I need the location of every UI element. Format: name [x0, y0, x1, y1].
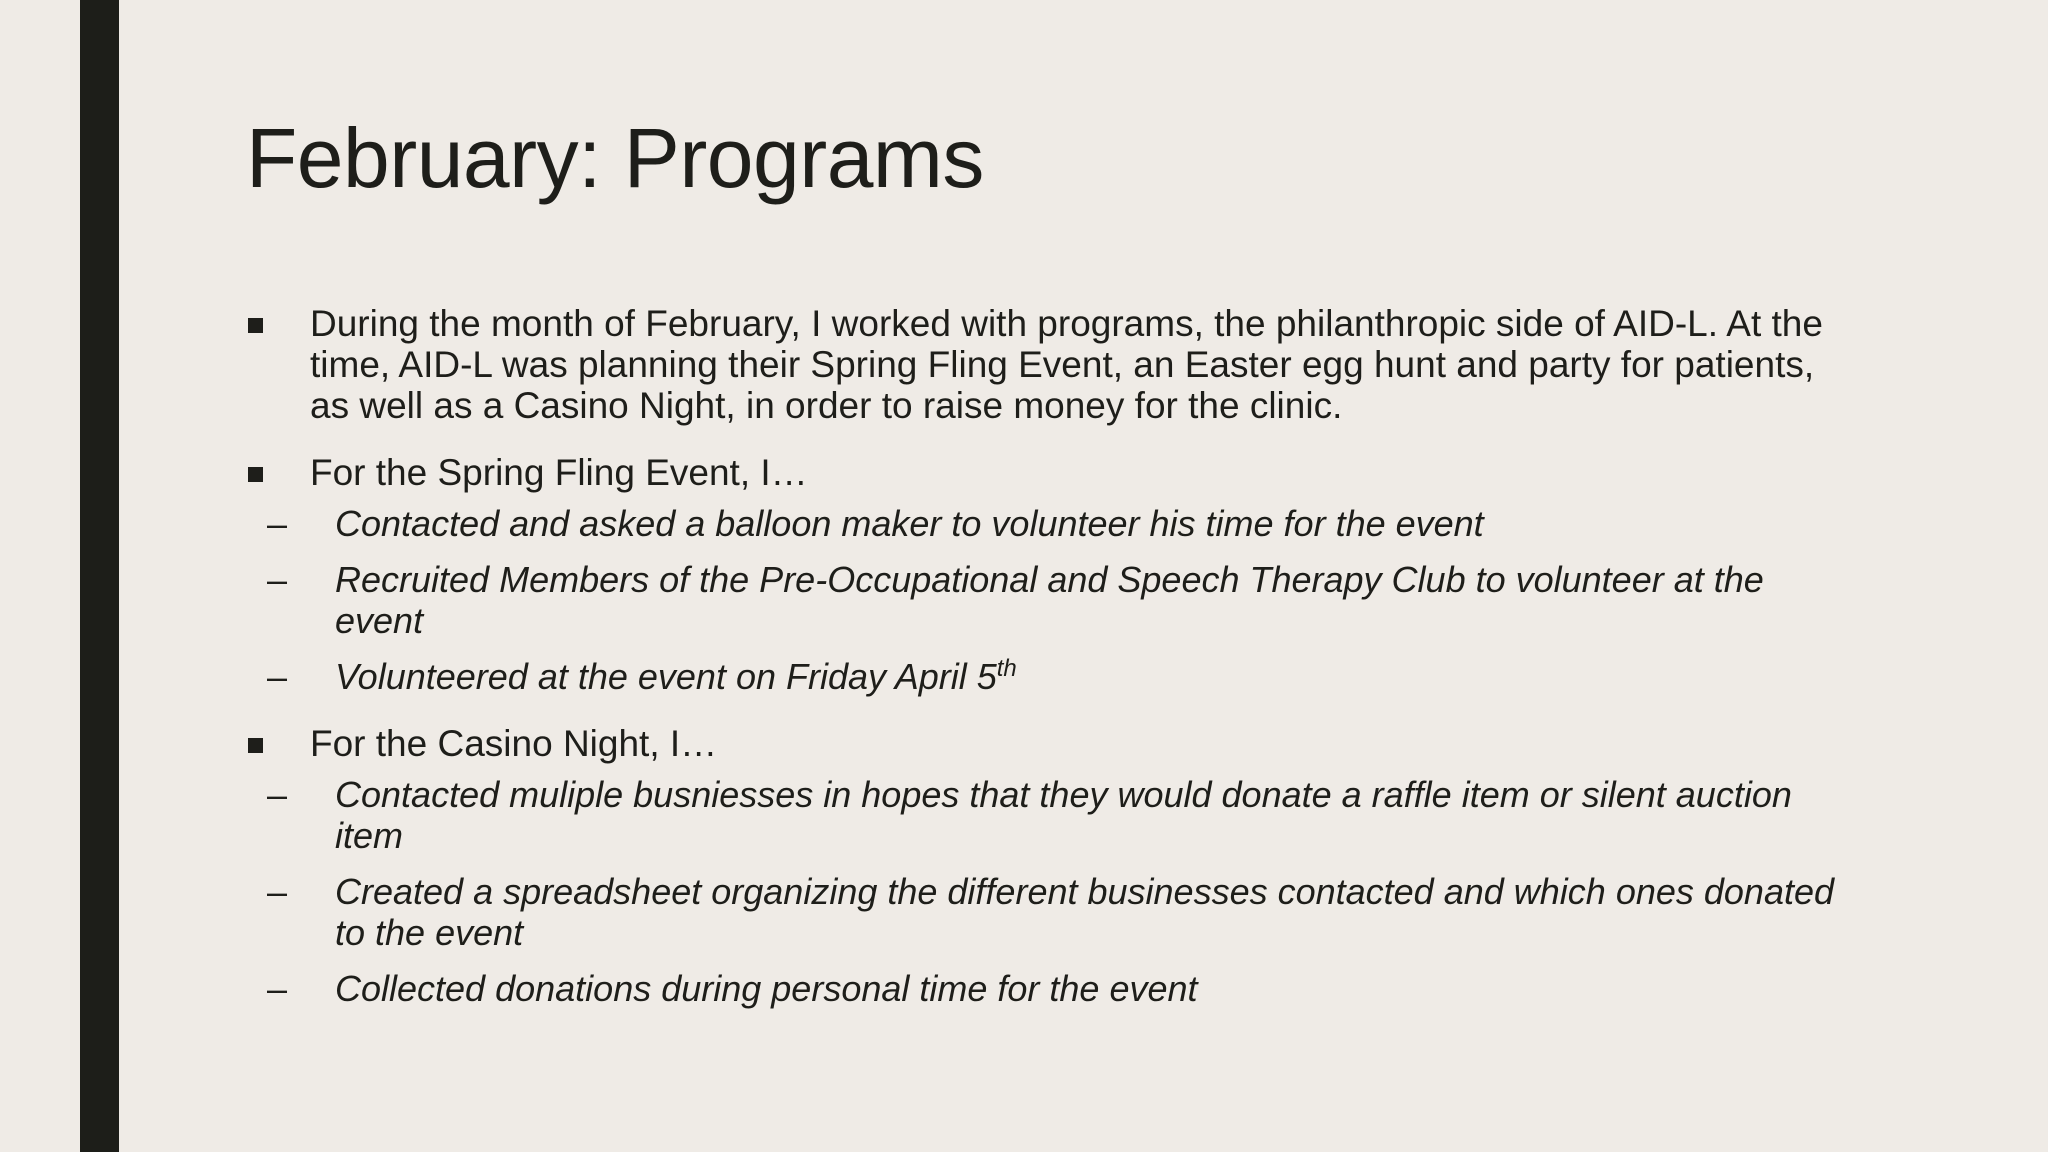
sub-bullet-text: Recruited Members of the Pre-Occupational and Speech Therapy Club to volunteer at the event — [335, 559, 1764, 641]
sub-bullet-text: Collected donations during personal time for the event — [335, 968, 1198, 1009]
bullet-item — [246, 452, 1846, 697]
square-bullet-icon — [248, 738, 263, 753]
sub-bullet-item — [246, 559, 1846, 641]
dash-bullet-icon: – — [267, 968, 288, 1009]
sub-bullet-item — [246, 871, 1846, 953]
bullet-item — [246, 723, 1846, 1009]
bullet-text: For the Casino Night, I… — [310, 723, 718, 764]
slide-title: February: Programs — [246, 111, 984, 205]
sub-bullet-item — [246, 656, 1846, 697]
dash-bullet-icon: – — [267, 871, 288, 912]
sub-bullet-item — [246, 503, 1846, 544]
sub-bullet-text: Volunteered at the event on Friday April 5 — [335, 656, 997, 697]
sub-bullet-item — [246, 968, 1846, 1009]
dash-bullet-icon: – — [267, 774, 288, 815]
dash-bullet-icon: – — [267, 656, 288, 697]
bullet-text: During the month of February, I worked with programs, the philanthropic side of AID-L. At the time, AID-L was planning their Spring Fling Event, an Easter egg hunt and party for patients, as well as a Casino Night, in order to raise money for the clinic. — [310, 303, 1823, 426]
square-bullet-icon — [248, 318, 263, 333]
bullet-text: For the Spring Fling Event, I… — [310, 452, 808, 493]
dash-bullet-icon: – — [267, 559, 288, 600]
ordinal-suffix: th — [996, 655, 1017, 682]
left-accent-bar — [80, 0, 119, 1152]
sub-bullet-item — [246, 774, 1846, 856]
dash-bullet-icon: – — [267, 503, 288, 544]
sub-bullet-list — [267, 503, 1846, 697]
slide-body — [246, 303, 1846, 1035]
square-bullet-icon — [248, 467, 263, 482]
sub-bullet-text: Created a spreadsheet organizing the different businesses contacted and which ones donated to the event — [335, 871, 1835, 953]
bullet-item — [246, 303, 1846, 426]
sub-bullet-text: Contacted and asked a balloon maker to volunteer his time for the event — [335, 503, 1484, 544]
sub-bullet-list — [267, 774, 1846, 1009]
sub-bullet-text: Contacted muliple busniesses in hopes that they would donate a raffle item or silent auction item — [335, 774, 1792, 856]
